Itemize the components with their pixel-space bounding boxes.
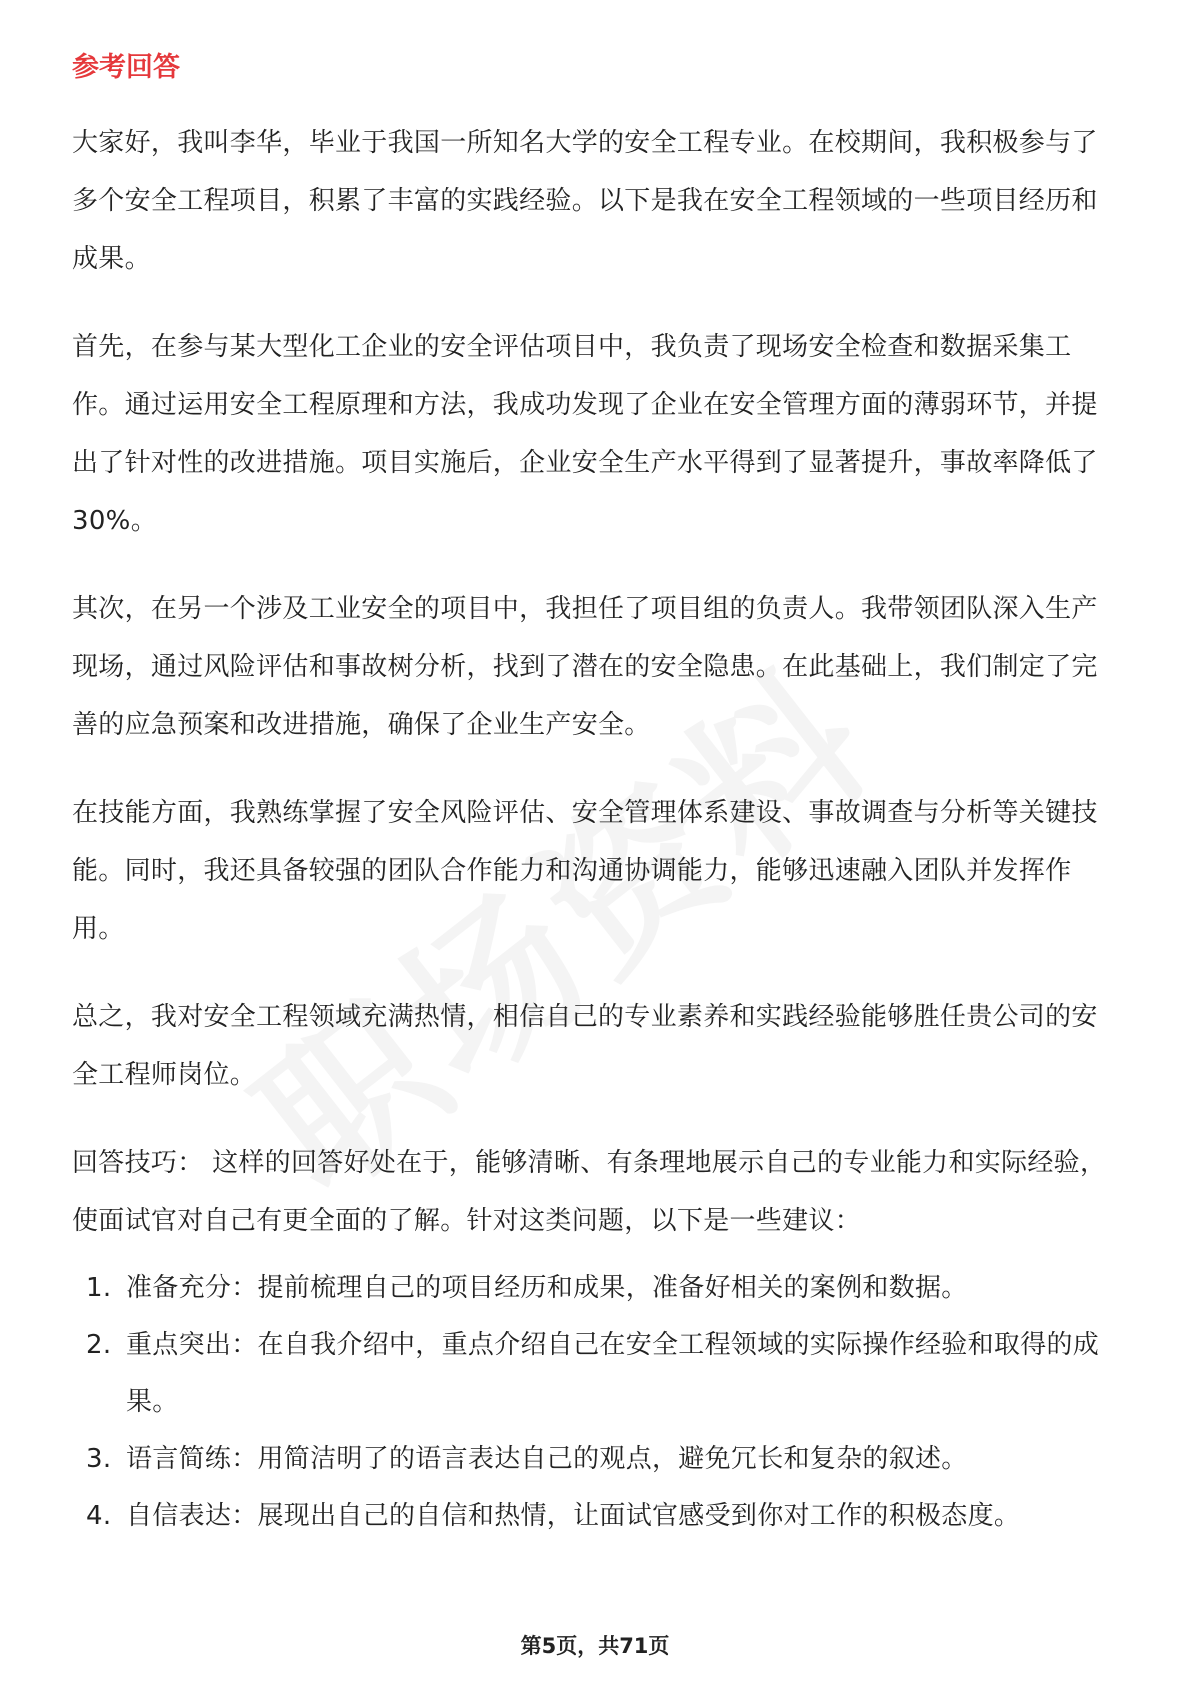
list-item-number: 4.	[86, 1501, 112, 1531]
list-item-text: 语言简练：用简洁明了的语言表达自己的观点，避免冗长和复杂的叙述。	[126, 1444, 968, 1474]
list-item-number: 1.	[86, 1273, 112, 1303]
list-item-number: 2.	[86, 1330, 112, 1360]
list-item	[72, 1431, 1122, 1488]
paragraph-second-project: 其次，在另一个涉及工业安全的项目中，我担任了项目组的负责人。我带领团队深入生产现场，通过风险评估和事故树分析，找到了潜在的安全隐患。在此基础上，我们制定了完善的应急预案和改进措施，确保了企业生产安全。	[72, 594, 1098, 740]
paragraph-summary: 总之，我对安全工程领域充满热情，相信自己的专业素养和实践经验能够胜任贵公司的安全工程师岗位。	[72, 1002, 1098, 1090]
content-area	[72, 48, 1122, 1545]
page-number-footer: 第5页，共71页	[520, 1634, 670, 1658]
list-item-text: 自信表达：展现出自己的自信和热情，让面试官感受到你对工作的积极态度。	[126, 1501, 1021, 1531]
tips-list	[72, 1260, 1122, 1545]
list-item-number: 3.	[86, 1444, 112, 1474]
paragraph-intro: 大家好，我叫李华，毕业于我国一所知名大学的安全工程专业。在校期间，我积极参与了多个安全工程项目，积累了丰富的实践经验。以下是我在安全工程领域的一些项目经历和成果。	[72, 128, 1098, 274]
list-item	[72, 1260, 1122, 1317]
paragraph-answer-tips: 回答技巧： 这样的回答好处在于，能够清晰、有条理地展示自己的专业能力和实际经验，使面试官对自己有更全面的了解。针对这类问题，以下是一些建议：	[72, 1148, 1107, 1236]
paragraph-first-project: 首先，在参与某大型化工企业的安全评估项目中，我负责了现场安全检查和数据采集工作。通过运用安全工程原理和方法，我成功发现了企业在安全管理方面的薄弱环节，并提出了针对性的改进措施。项目实施后，企业安全生产水平得到了显著提升，事故率降低了30%。	[72, 332, 1098, 536]
list-item	[72, 1317, 1122, 1431]
list-item	[72, 1488, 1122, 1545]
list-item-text: 准备充分：提前梳理自己的项目经历和成果，准备好相关的案例和数据。	[126, 1273, 968, 1303]
section-title: 参考回答	[72, 52, 180, 83]
paragraph-skills: 在技能方面，我熟练掌握了安全风险评估、安全管理体系建设、事故调查与分析等关键技能。同时，我还具备较强的团队合作能力和沟通协调能力，能够迅速融入团队并发挥作用。	[72, 798, 1098, 944]
list-item-text: 重点突出：在自我介绍中，重点介绍自己在安全工程领域的实际操作经验和取得的成果。	[126, 1330, 1100, 1417]
